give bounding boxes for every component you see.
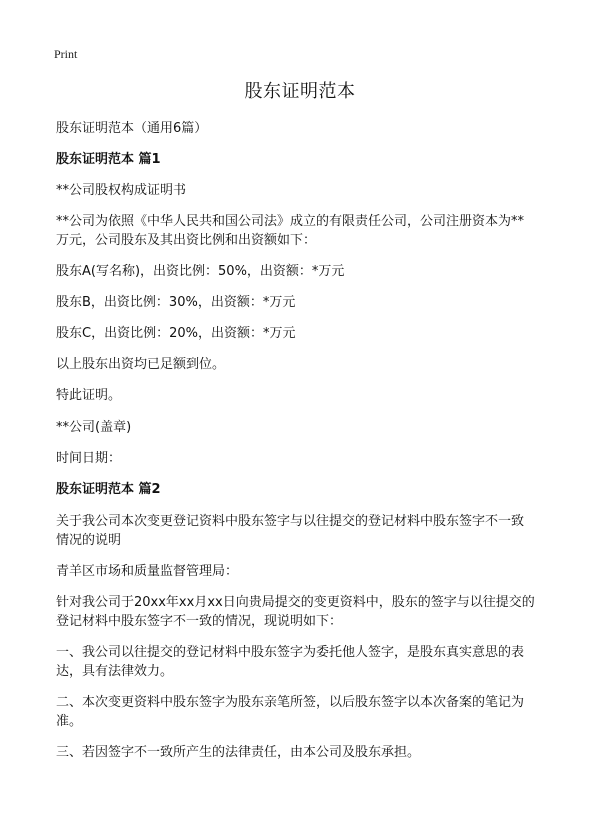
section1-heading: 股东证明范本 篇1 — [56, 152, 161, 167]
section2-body-line1: 针对我公司于20xx年xx月xx日向贵局提交的变更资料中，股东的签字与以往提交的 — [56, 595, 535, 610]
point2-line1: 二、本次变更资料中股东签字为股东亲笔所签，以后股东签字以本次备案的笔记为 — [56, 695, 525, 710]
certify-statement: 特此证明。 — [56, 388, 122, 403]
print-label[interactable]: Print — [54, 47, 78, 61]
document-title: 股东证明范本 — [244, 81, 356, 102]
point3-line: 三、若因签字不一致所产生的法律责任，由本公司及股东承担。 — [56, 745, 421, 760]
section2-heading: 股东证明范本 篇2 — [56, 482, 161, 497]
section1-intro-line1: **公司为依照《中华人民共和国公司法》成立的有限责任公司，公司注册资本为** — [56, 214, 525, 229]
section2-about-line2: 情况的说明 — [56, 533, 122, 548]
shareholder-c-line: 股东C，出资比例：20%，出资额：*万元 — [56, 326, 296, 341]
section1-doc-name: **公司股权构成证明书 — [56, 183, 187, 198]
shareholder-b-line: 股东B，出资比例：30%，出资额：*万元 — [56, 295, 296, 310]
shareholder-a-line: 股东A(写名称)，出资比例：50%，出资额：*万元 — [56, 264, 345, 279]
point1-line2: 达，具有法律效力。 — [56, 664, 174, 679]
addressee-line: 青羊区市场和质量监督管理局： — [56, 564, 239, 579]
document-subtitle: 股东证明范本（通用6篇） — [56, 121, 208, 136]
section2-about-line1: 关于我公司本次变更登记资料中股东签字与以往提交的登记材料中股东签字不一致 — [56, 514, 525, 529]
section2-body-line2: 登记材料中股东签字不一致的情况，现说明如下： — [56, 614, 343, 629]
company-seal-line: **公司(盖章) — [56, 420, 132, 435]
point1-line1: 一、我公司以往提交的登记材料中股东签字为委托他人签字，是股东真实意思的表 — [56, 645, 525, 660]
section1-intro-line2: 万元，公司股东及其出资比例和出资额如下： — [56, 233, 317, 248]
date-label: 时间日期： — [56, 451, 122, 466]
point2-line2: 准。 — [56, 714, 83, 729]
paid-statement: 以上股东出资均已足额到位。 — [56, 357, 226, 372]
